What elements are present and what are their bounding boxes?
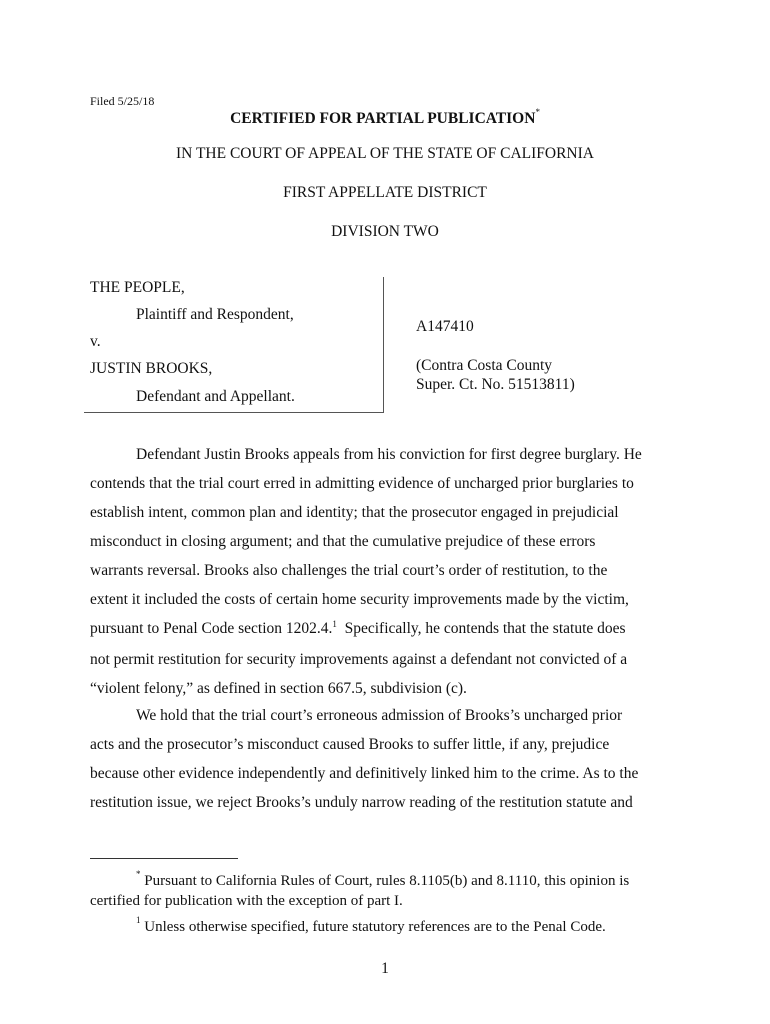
text-line: contends that the trial court erred in admitting evidence of uncharged prior burglaries to — [90, 475, 634, 492]
filed-date: Filed 5/25/18 — [90, 94, 155, 108]
footnote-separator — [90, 858, 238, 859]
caption-vertical-rule — [383, 277, 384, 413]
footnote-1 — [90, 912, 690, 937]
text-line: misconduct in closing argument; and that the cumulative prejudice of these errors — [90, 533, 596, 550]
page-number: 1 — [381, 960, 389, 977]
publication-footnote-marker: * — [535, 107, 540, 117]
footnote-star — [90, 866, 690, 911]
footnote-line: certified for publication with the exception of part I. — [90, 893, 403, 909]
text-segment: Specifically, he contends that the statute does — [336, 620, 626, 637]
text-line: establish intent, common plan and identity; that the prosecutor engaged in prejudicial — [90, 504, 619, 521]
plaintiff-name: THE PEOPLE, — [90, 279, 185, 296]
text-line: acts and the prosecutor’s misconduct caused Brooks to suffer little, if any, prejudice — [90, 736, 610, 753]
county-line-2: Super. Ct. No. 51513811) — [416, 376, 575, 393]
footnote-text: Unless otherwise specified, future statutory references are to the Penal Code. — [140, 919, 606, 935]
plaintiff-role: Plaintiff and Respondent, — [136, 306, 294, 323]
case-number: A147410 — [416, 318, 474, 335]
defendant-role: Defendant and Appellant. — [136, 388, 295, 405]
division-name: DIVISION TWO — [331, 223, 439, 240]
text-line: because other evidence independently and definitively linked him to the crime. As to the — [90, 765, 639, 782]
footnote-star-marker: * — [136, 869, 141, 879]
footnote-line — [90, 866, 690, 891]
publication-heading-text: CERTIFIED FOR PARTIAL PUBLICATION — [230, 110, 536, 128]
text-line: Defendant Justin Brooks appeals from his conviction for first degree burglary. He — [136, 446, 642, 463]
appellate-district: FIRST APPELLATE DISTRICT — [283, 184, 487, 201]
text-line: extent it included the costs of certain home security improvements made by the victim, — [90, 591, 629, 608]
opinion-paragraph-1 — [90, 440, 690, 703]
opinion-paragraph-2 — [90, 701, 690, 817]
footnote-line — [90, 912, 690, 937]
text-line: not permit restitution for security improvements against a defendant not convicted of a — [90, 651, 628, 668]
footnote-reference-1[interactable]: 1 — [332, 619, 337, 629]
caption-horizontal-rule — [84, 412, 384, 413]
text-line: restitution issue, we reject Brooks’s unduly narrow reading of the restitution statute and — [90, 794, 633, 811]
county-line-1: (Contra Costa County — [416, 357, 553, 374]
publication-heading — [0, 109, 770, 128]
versus: v. — [90, 333, 101, 350]
court-name: IN THE COURT OF APPEAL OF THE STATE OF CALIFORNIA — [176, 145, 594, 162]
footnote-text: Pursuant to California Rules of Court, rules 8.1105(b) and 8.1110, this opinion is — [140, 873, 630, 889]
text-line — [90, 614, 690, 645]
footnote-1-marker: 1 — [136, 915, 141, 925]
text-segment: pursuant to Penal Code section 1202.4. — [90, 620, 333, 637]
text-line: We hold that the trial court’s erroneous admission of Brooks’s uncharged prior — [136, 707, 623, 724]
text-line: “violent felony,” as defined in section 667.5, subdivision (c). — [90, 680, 467, 697]
defendant-name: JUSTIN BROOKS, — [90, 360, 213, 377]
text-line: warrants reversal. Brooks also challenges the trial court’s order of restitution, to the — [90, 562, 608, 579]
